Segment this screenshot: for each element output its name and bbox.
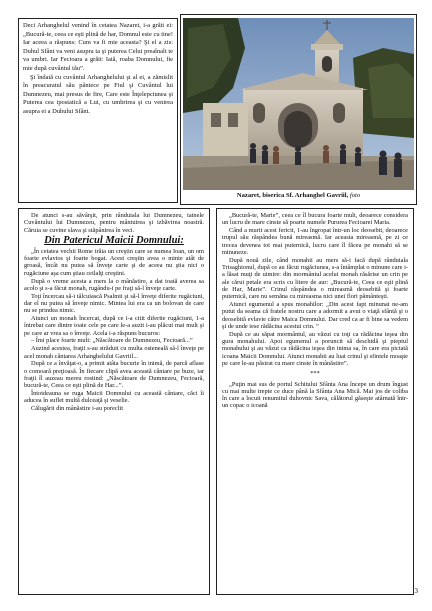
page-number: 3 [414, 587, 418, 595]
church-photo [183, 18, 414, 190]
left-paragraph-9: Călugării din mânăstire i-au poreclit [31, 405, 123, 413]
top-paragraph-1: Deci Arhanghelul venind în cetatea Nazaret, i-a grăit ei: „Bucură-te, ceea ce eşti plină de har, Domnul este cu tine! Iar aceea a răspuns: Cum va fi mie aceasta? Şi el a zis: Duhul Sfânt va veni asupra ta şi puterea Celui preaînalt te va umbri. Iar Fecioara a grăit: Iată, roaba Domnului, fie mie după cuvântul tău”. [23, 22, 173, 72]
photo-caption-italic: foto [349, 192, 361, 199]
left-paragraph-4: Atunci un monah încercat, după ce i-a citit diferite rugăciuni, 1-a întrebat care dintre toate cele pe care le-a auzit i-au plăcut mai mult şi pe care ar vrea sa o înveţe. Acela i-a răspuns bucuros: [24, 315, 204, 337]
right-last-paragraph: „Puţin mai sus de portul Schitului Sfânta Ana începe un drum îngust cu mai multe trepte ce duce până la Sfânta Ana Mică. Mai jos de coliba în care a locuit renumitul duhovnic Sava, călătorul găseşte atârnată într-un copac o icoană [222, 380, 408, 410]
left-paragraph-1: „În cetatea vechii Rome trăia un creştin care se numea Ioan, un om foarte evlavios şi foarte bogat. Acest creştin avea o minte atât de groasă, încât nu putea să înveţe carte şi de aceea nu ştia nici o rugăciune aşa cum ştiau ceilalţi creştini. [24, 247, 204, 277]
photo-caption [183, 192, 414, 199]
right-column-box [216, 208, 414, 595]
right-paragraph-1: „Bucură-te, Marie”, ceea ce îl bucura foarte mult, deoarece considera un lucru de mare cinste să poarte numele Purureа Fecioarei Maria. [222, 212, 408, 227]
right-paragraph-4: Atunci egumenul a spus monahilor: „Din acest fapt minunat ne-am putut da seama că fratele nostru care a adormit a avut o viaţă sfântă şi o deosebită evlavie către Maica Domnului. Dar cred ca ar fi bine sa vedem şi de unde iese rădăcina acestui crin. ” [222, 301, 408, 330]
left-paragraph-7: După ce a învăţat-o, a primit atâta bucurie în inimă, de parcă aflase o comoară preţioasă. În fiecare clipă avea această cântare pe buze, iar fraţii îl auzeau mereu rostind: „Născătoare de Dumnezeu, Fecioară, bucură-te, Ceea ce eşti plină de Har...”. [24, 360, 204, 390]
left-paragraph-6: Auzind acestea, fraţii s-au străduit cu multa osteneală să-l înveţe pe acel monah cântarea Arhanghelului Gavriil... [24, 345, 204, 360]
church-photo-illustration [183, 18, 414, 190]
left-paragraph-2: După o vreme acesta a mers la o mânăstire, a dat toată averea sa acolo şi s-a făcut monah, rugându-i pe fraţi să-l înveţe carte. [24, 277, 204, 292]
left-column-box [18, 208, 210, 595]
section-heading: Din Patericul Maicii Domnului: [44, 234, 184, 246]
right-paragraph-3: După nouă zile, când monahii au mers să-i facă după rânduiala Trisaghionul, după ce au făcut rugăciunea, s-a întâmplat o minune care i-a lăsat muţi de uimire: din mormântul acelui monah răsărise un crin pe ale cărui petale era scris cu litere de aur: „Bucură-te, Ceea ce eşti plină de Har, Marie”. Crinul răspândea o mireasmă deosebită şi foarte puternică, care nu semăna cu mireasma nici unei flori pământeşti. [222, 256, 408, 301]
separator: *** [310, 370, 320, 378]
left-paragraph-5: – Îmi place foarte mult: „Născătoare de Dumnezeu, Fecioară...” [31, 337, 193, 345]
top-paragraph-2: Şi îndată cu cuvântul Arhanghelului şi al ei, a zămislit în preacuratul său pântece pe Fiul şi Cuvântul lui Dumnezeu, mai presus de fire, Care este Înţelepciunea şi Puterea cea ipostatică a Lui, cu umbrirea şi cu venirea asupra ei a Duhului Sfânt. [23, 73, 173, 115]
right-paragraph-5: După ce au săpat mormântul, au văzut cu toţi ca rădăcina ieşea din gura monahului. Apoi egumenul a poruncit să deschidă şi pieptul monahului şi au văzut ca rădăcina ieşea din inima sa, în care era pictată icoana Maicii Domnului. Atunci monahii au luat crinul şi sfintele moaşte pe care le-au păstrat cu mare cinste în mânăstire”. [222, 330, 408, 367]
top-text-box [18, 18, 178, 203]
right-paragraph-2: Când a murit acest fericit, 1-au îngropat într-un loc deosebit, deoarece trupul său răspândea bună mireasmă. Iar aceasta mireasmă, pe zi ce trecea devenea tot mai puternică, lucru care îl făcea pe monahi să se minuneze. [222, 227, 408, 256]
left-paragraph-8: Întotdeauna se ruga Maicii Domnului cu această cântare, căci îi aducea în suflet multă dulceaţă şi veselie. [24, 390, 204, 405]
photo-caption-main: Nazaret, biserica Sf. Arhanghel Gavriil, [236, 192, 349, 199]
intro-paragraph: De atunci s-au săvârşit, prin rânduiala lui Dumnezeu, tainele Cuvântului lui Dumnezeu, pentru mântuirea şi izbăvirea noastră. Căruia se cuvine slava şi stăpânirea în veci. [24, 212, 204, 234]
left-paragraph-3: Toţi încercau să-i tâlcuiască Psalmii şi să-l înveţe diferite rugăciuni, dar el nu putea să înveţe nimic. Mintea lui era ca un bolovan de care nu se prindea nimic. [24, 292, 204, 315]
